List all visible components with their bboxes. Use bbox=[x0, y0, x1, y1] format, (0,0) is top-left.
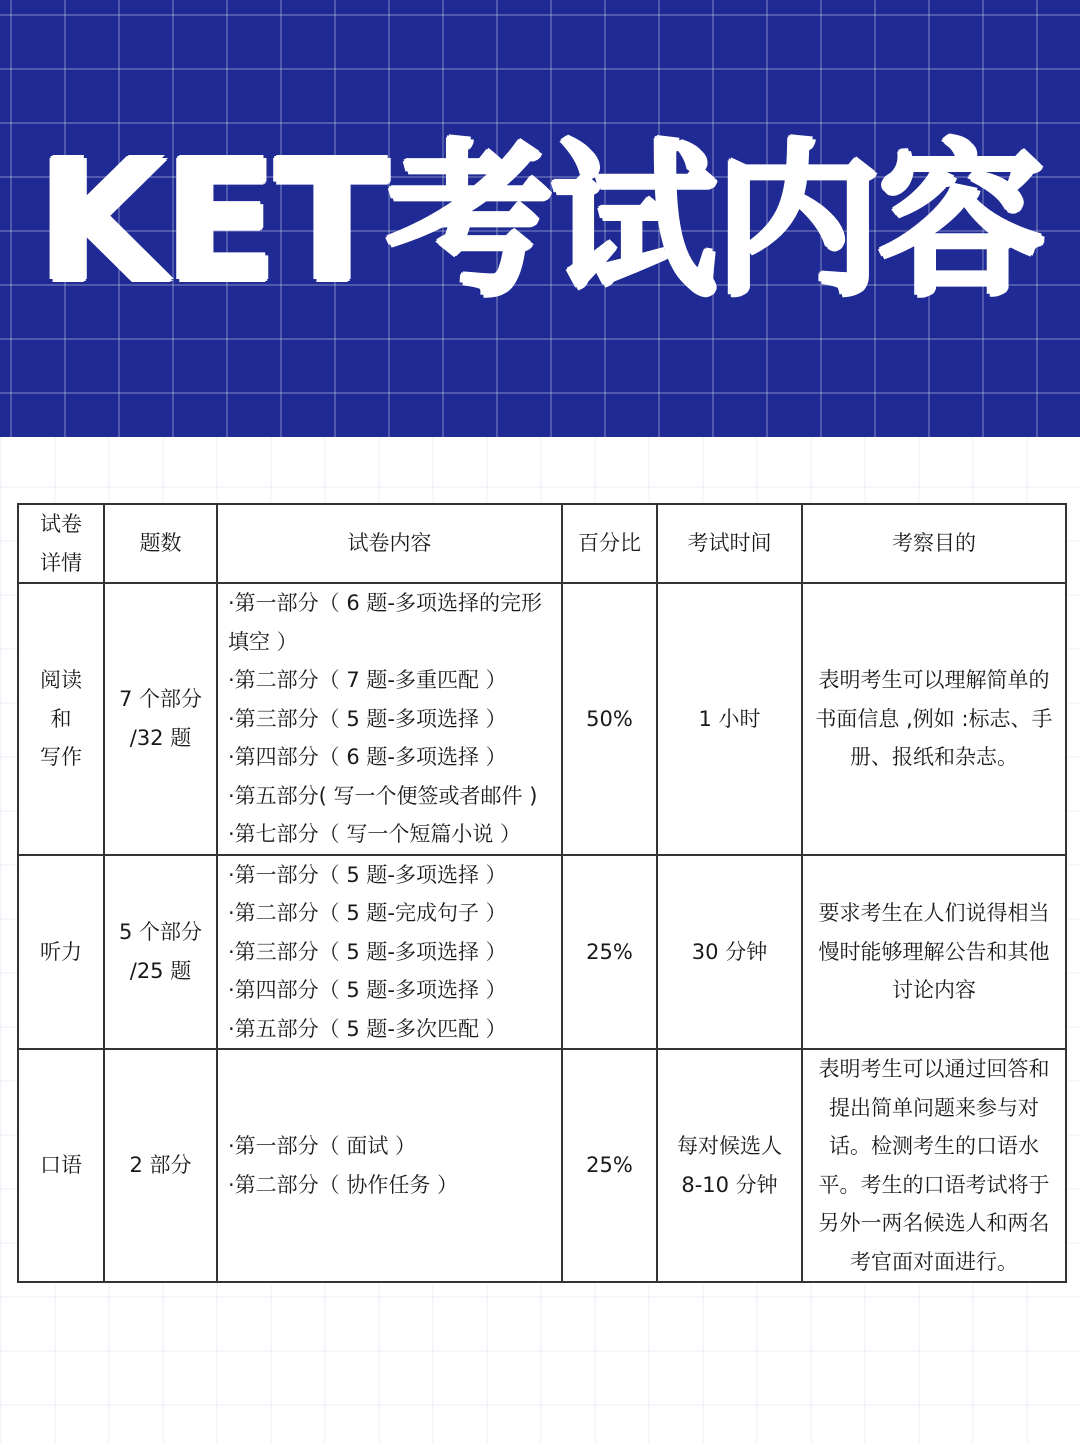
question-count-cell bbox=[104, 1049, 217, 1282]
percent-cell: 25% bbox=[562, 855, 657, 1050]
content-part: ·第五部分( 写一个便签或者邮件 ) bbox=[228, 783, 538, 808]
time-cell bbox=[657, 1049, 802, 1282]
header-time: 考试时间 bbox=[657, 504, 802, 583]
content-part: ·第五部分（ 5 题-多次匹配 ） bbox=[228, 1016, 507, 1041]
purpose-cell: 表明考生可以通过回答和提出简单问题来参与对话。检测考生的口语水平。考生的口语考试将于另外一两名候选人和两名考官面对面进行。 bbox=[802, 1049, 1066, 1282]
section-name-line: 口语 bbox=[40, 1153, 82, 1178]
section-name-cell bbox=[18, 855, 104, 1050]
header-details bbox=[18, 504, 104, 583]
table-row bbox=[18, 583, 1066, 855]
content-part: ·第三部分（ 5 题-多项选择 ） bbox=[228, 706, 507, 731]
content-part: ·第四部分（ 5 题-多项选择 ） bbox=[228, 978, 507, 1002]
section-name-line: 和 bbox=[50, 706, 72, 731]
content-cell bbox=[217, 855, 562, 1050]
content-part: ·第七部分（ 写一个短篇小说 ） bbox=[228, 822, 522, 846]
table-row bbox=[18, 855, 1066, 1050]
question-count-line: 5 个部分 bbox=[118, 920, 203, 945]
time-line: 每对候选人 bbox=[677, 1134, 782, 1158]
content-part: ·第一部分（ 面试 ） bbox=[228, 1134, 417, 1158]
section-name-cell bbox=[18, 1049, 104, 1282]
header-purpose: 考察目的 bbox=[802, 504, 1066, 583]
header-banner bbox=[0, 0, 1080, 437]
content-part: ·第四部分（ 6 题-多项选择 ） bbox=[228, 745, 507, 769]
time-line: 1 小时 bbox=[698, 706, 761, 731]
content-part: ·第三部分（ 5 题-多项选择 ） bbox=[228, 939, 507, 964]
content-cell bbox=[217, 1049, 562, 1282]
time-cell bbox=[657, 583, 802, 855]
question-count-cell bbox=[104, 583, 217, 855]
purpose-cell: 要求考生在人们说得相当慢时能够理解公告和其他讨论内容 bbox=[802, 855, 1066, 1050]
content-part: ·第二部分（ 7 题-多重匹配 ） bbox=[228, 668, 507, 692]
content-cell bbox=[217, 583, 562, 855]
page-title: KET考试内容 bbox=[37, 126, 1043, 319]
table-header-row bbox=[18, 504, 1066, 583]
content-part: ·第一部分（ 5 题-多项选择 ） bbox=[228, 862, 507, 887]
question-count-cell bbox=[104, 855, 217, 1050]
section-name-cell bbox=[18, 583, 104, 855]
percent-cell: 50% bbox=[562, 583, 657, 855]
section-name-line: 写作 bbox=[40, 745, 82, 769]
exam-content-table bbox=[17, 503, 1067, 1283]
percent-cell: 25% bbox=[562, 1049, 657, 1282]
purpose-cell: 表明考生可以理解简单的书面信息 ,例如 :标志、手册、报纸和杂志。 bbox=[802, 583, 1066, 855]
content-part: ·第二部分（ 5 题-完成句子 ） bbox=[228, 901, 507, 925]
question-count-line: 2 部分 bbox=[129, 1153, 192, 1178]
table-row bbox=[18, 1049, 1066, 1282]
header-percent: 百分比 bbox=[562, 504, 657, 583]
section-name-line: 阅读 bbox=[40, 668, 82, 692]
content-part: ·第一部分（ 6 题-多项选择的完形填空 ） bbox=[228, 591, 542, 654]
time-cell bbox=[657, 855, 802, 1050]
question-count-line: /32 题 bbox=[129, 725, 192, 750]
time-line: 8-10 分钟 bbox=[681, 1172, 778, 1197]
section-name-line: 听力 bbox=[40, 939, 82, 964]
header-count: 题数 bbox=[104, 504, 217, 583]
header-details-line: 试卷 bbox=[40, 512, 82, 536]
question-count-line: 7 个部分 bbox=[118, 687, 203, 712]
time-line: 30 分钟 bbox=[691, 939, 768, 964]
header-content: 试卷内容 bbox=[217, 504, 562, 583]
header-details-line: 详情 bbox=[40, 550, 82, 575]
question-count-line: /25 题 bbox=[129, 958, 192, 983]
content-part: ·第二部分（ 协作任务 ） bbox=[228, 1172, 459, 1197]
